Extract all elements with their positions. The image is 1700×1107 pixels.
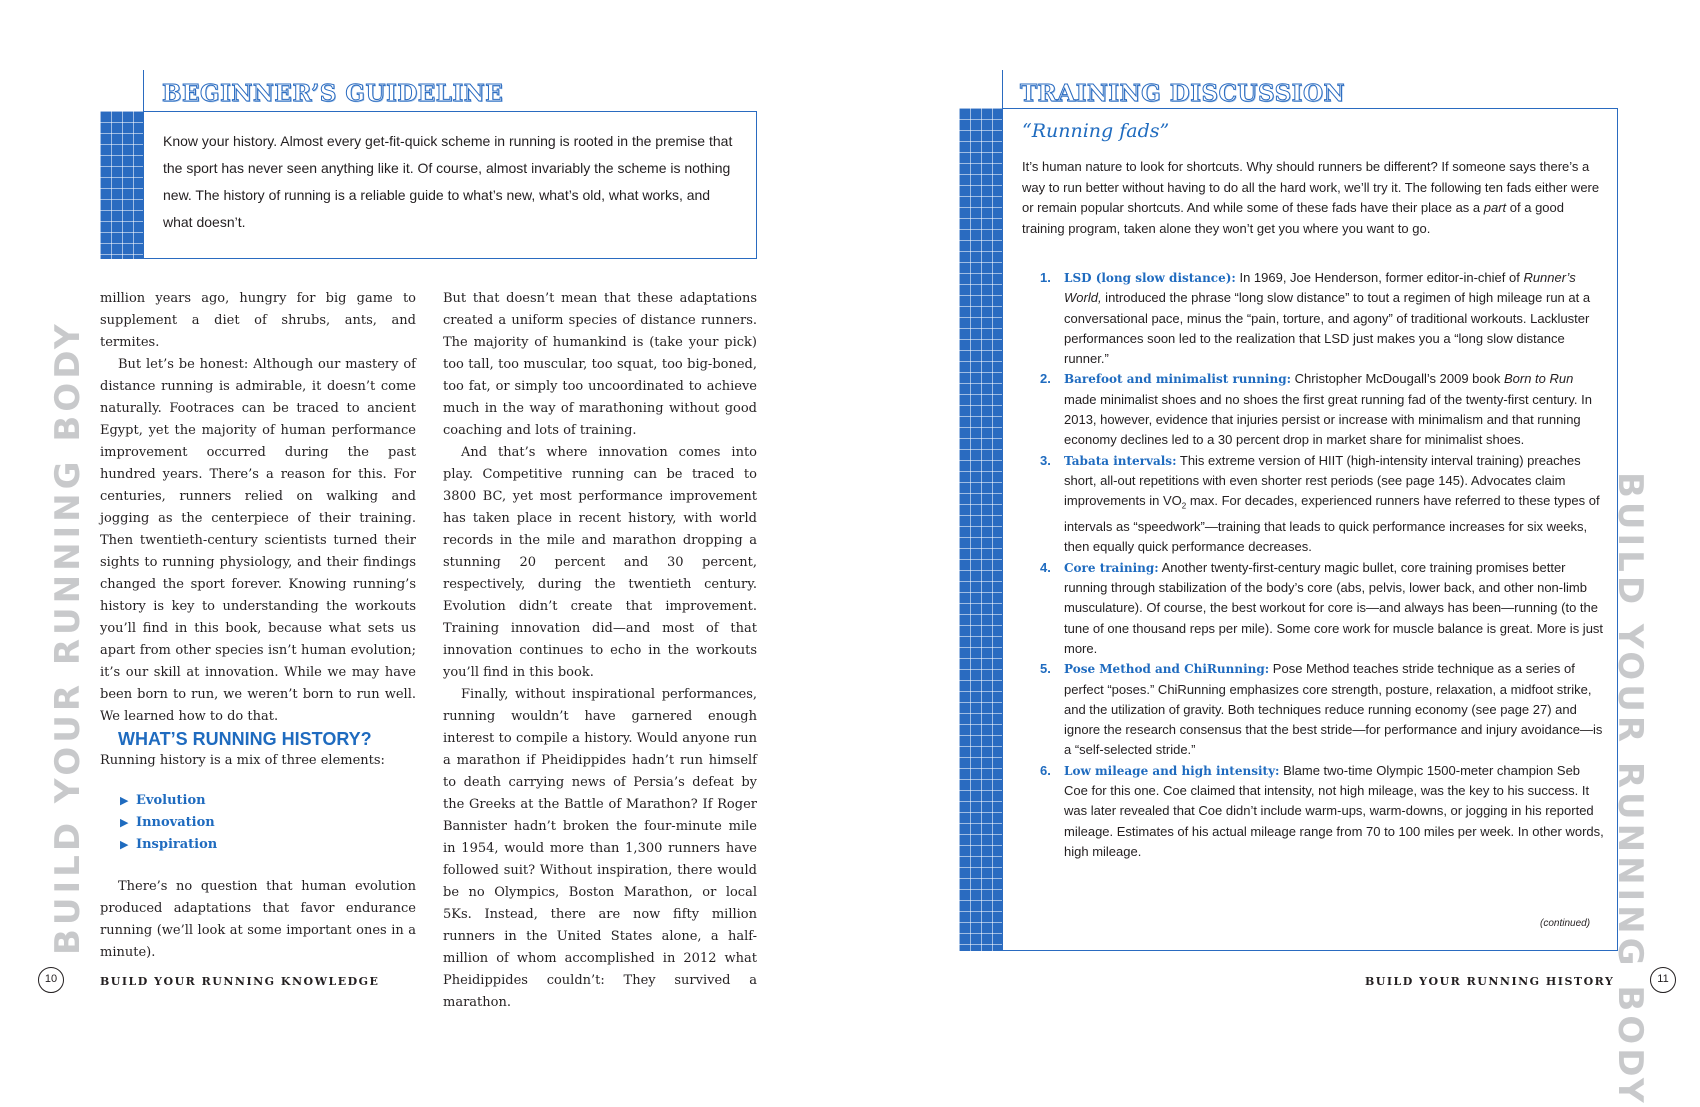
running-history-subhead: WHAT’S RUNNING HISTORY? — [118, 729, 372, 749]
paragraph: million years ago, hungry for big game to supplement a diet of shrubs, ants, and termites. — [100, 291, 416, 350]
item-term: Pose Method and ChiRunning: — [1064, 662, 1270, 677]
list-item — [1040, 659, 1606, 760]
item-text: This extreme version of HIIT (high-intensity interval training) preaches short, all-out repetitions with even shorter rest periods (see page 145). Advocates claim improvements in VO — [1064, 452, 1581, 509]
continued-note: (continued) — [1540, 918, 1591, 929]
item-term: Low mileage and high intensity: — [1064, 763, 1280, 778]
item-text: Another twenty-first-century magic bullet, core training promises better running through stabilization of the body’s core (abs, pelvis, lower back, and other non-limb musculature). Of course, the best workout for core is—and always has been—running (to the tune of one thousand reps per mile). Some core work for muscle balance is great. More is just more. — [1064, 559, 1604, 656]
left-column-1 — [100, 288, 416, 964]
item-number: 4. — [1040, 559, 1051, 575]
item-text: Christopher McDougall’s 2009 book — [1291, 371, 1504, 387]
list-item — [120, 812, 416, 834]
discussion-intro — [1022, 157, 1604, 239]
left-footer: BUILD YOUR RUNNING KNOWLEDGE — [100, 975, 380, 988]
right-footer: BUILD YOUR RUNNING HISTORY — [1365, 975, 1615, 988]
intro-text: of a good training program, taken alone they won’t get you where you want to go. — [1022, 200, 1564, 236]
training-discussion-title: TRAINING DISCUSSION — [1020, 80, 1345, 107]
list-item-label: Inspiration — [136, 837, 218, 852]
list-item — [120, 790, 416, 812]
item-text: max. For decades, experienced runners have referred to these types of intervals as “speedwork”—training that leads to quick performance increases for six weeks, then equally quick performance decreases. — [1064, 493, 1600, 555]
item-text: Blame two-time Olympic 1500-meter champion Seb Coe for this one. Coe claimed that intensity, not high mileage, was the key to his success. It was later revealed that Coe didn’t include warm-ups, warm-downs, or jogging in his reported mileage. Estimates of his actual mileage range from 70 to 100 miles per week. In other words, high mileage. — [1064, 762, 1604, 859]
list-item — [1040, 558, 1606, 659]
right-side-running-title: BUILD YOUR RUNNING BODY — [1610, 472, 1650, 1107]
paragraph: But let’s be honest: Although our mastery of distance running is admirable, it doesn’t come naturally. Footraces can be traced to ancient Egypt, yet the majority of human performance improvement occurred during the past hundred years. There’s a reason for this. For centuries, runners relied on walking and jogging as the centerpiece of their training. Then twentieth-century scientists turned their sights to running physiology, and their findings changed the sport forever. Knowing running’s history is key to understanding the workouts you’ll find in this book, because what sets us apart from other species isn’t human evolution; it’s our skill at innovation. While we may have been born to run, we weren’t born to run well. We learned how to do that. — [100, 357, 416, 724]
left-side-running-title: BUILD YOUR RUNNING BODY — [48, 320, 88, 955]
item-text: In 1969, Joe Henderson, former editor-in-chief of — [1235, 270, 1524, 285]
item-text: introduced the phrase “long slow distance” to tout a regimen of high mileage run at a conversational pace, minus the “pain, torture, and agony” of traditional workouts. Lackluster performances soon led to the realization that LSD just makes you a “long slow distance runner.” — [1064, 290, 1591, 367]
triangle-bullet-icon: ▶ — [120, 838, 129, 851]
item-number: 1. — [1040, 270, 1051, 285]
left-column-2 — [443, 288, 757, 1014]
item-text: made minimalist shoes and no shoes the first great running fad of the twenty-first century. In 2013, however, evidence that injuries persist or increase with minimalism and that running economy declines led to a 30 percent drop in market share for minimalist shoes. — [1064, 391, 1592, 448]
page-number-left: 10 — [38, 967, 64, 993]
paragraph: There’s no question that human evolution produced adaptations that favor endurance running (we’ll look at some important ones in a minute). — [100, 879, 416, 960]
list-item — [120, 834, 416, 856]
history-elements-list — [100, 790, 416, 856]
list-item — [1040, 268, 1606, 369]
item-subscript: 2 — [1181, 501, 1187, 511]
intro-text: It’s human nature to look for shortcuts. Why should runners be different? If someone says there’s a way to run better without having to do all the hard work, we’ll try it. The following ten fads either were or remain popular shortcuts. And while some of these fads have their place as a — [1022, 159, 1600, 215]
item-number: 2. — [1040, 371, 1051, 387]
item-term: Tabata intervals: — [1064, 453, 1177, 468]
guideline-grid-bar — [100, 111, 144, 259]
triangle-bullet-icon: ▶ — [120, 794, 129, 807]
running-fads-subtitle: “Running fads” — [1022, 120, 1170, 142]
item-number: 6. — [1040, 762, 1051, 778]
list-item-label: Innovation — [136, 815, 215, 830]
paragraph: And that’s where innovation comes into play. Competitive running can be traced to 3800 BC, yet most performance improvement has taken place in recent history, with world records in the mile and marathon dropping a stunning 20 percent and 30 percent, respectively, during the twentieth century. Evolution didn’t create that improvement. Training innovation did—and most of that innovation continues to echo in the workouts you’ll find in this book. — [443, 445, 757, 680]
list-item-label: Evolution — [136, 793, 206, 808]
paragraph: Running history is a mix of three elements: — [100, 753, 385, 768]
page-number-right: 11 — [1650, 967, 1676, 993]
intro-emphasis: part — [1483, 200, 1507, 215]
item-emphasis: Born to Run — [1503, 371, 1574, 387]
guideline-text: Know your history. Almost every get-fit-quick scheme in running is rooted in the premise that the sport has never seen anything like it. Of course, almost invariably the scheme is nothing new. The history of running is a reliable guide to what’s new, what’s old, what works, and what doesn’t. — [163, 133, 733, 230]
paragraph: But that doesn’t mean that these adaptations created a uniform species of distance runners. The majority of humankind is (take your pick) too tall, too muscular, too squat, too big-boned, too fat, or simply too uncoordinated to achieve much in the way of marathoning without good coaching and lots of training. — [443, 291, 757, 438]
discussion-grid-bar — [959, 108, 1003, 951]
item-text: Pose Method teaches stride technique as a series of perfect “poses.” ChiRunning emphasizes core strength, posture, relaxation, a midfoot strike, and the utilization of gravity. Both techniques reduce running economy (see page 27) and ignore the research consensus that the best stride—for performance and injury avoidance—is a “self-selected stride.” — [1064, 661, 1603, 758]
beginners-guideline-title: BEGINNER’S GUIDELINE — [162, 80, 504, 107]
guideline-rule — [143, 70, 144, 112]
item-term: Barefoot and minimalist running: — [1064, 372, 1292, 387]
item-term: LSD (long slow distance): — [1064, 271, 1236, 285]
list-item — [1040, 369, 1606, 450]
item-term: Core training: — [1064, 560, 1159, 575]
paragraph: Finally, without inspirational performances, running wouldn’t have garnered enough interest to compile a history. Would anyone run a marathon if Pheidippides hadn’t run himself to death carrying news of Persia’s defeat by the Greeks at the Battle of Marathon? If Roger Bannister hadn’t broken the four-minute mile in 1954, would more than 1,300 runners have followed suit? Without inspiration, there would be no Olympics, Boston Marathon, or local 5Ks. Instead, there are now fifty million runners in the United States alone, a half-million of whom accomplished in 2012 what Pheidippides couldn’t: They survived a marathon. — [443, 687, 757, 1010]
item-number: 3. — [1040, 452, 1051, 468]
discussion-rule — [1002, 70, 1003, 111]
fads-list — [1040, 268, 1606, 862]
item-emphasis: Runner’s World, — [1064, 270, 1576, 306]
list-item — [1040, 761, 1606, 862]
list-item — [1040, 451, 1606, 558]
item-number: 5. — [1040, 661, 1051, 677]
triangle-bullet-icon: ▶ — [120, 816, 129, 829]
